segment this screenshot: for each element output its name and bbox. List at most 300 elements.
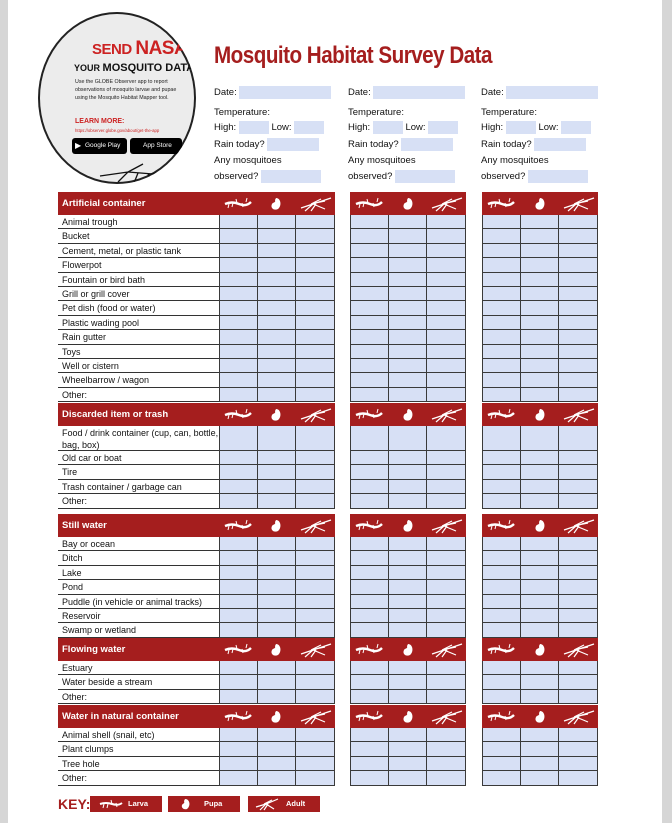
observation-cell[interactable] (350, 595, 389, 609)
observation-cell[interactable] (389, 465, 428, 479)
observation-cell[interactable] (521, 244, 560, 258)
observation-cell[interactable] (389, 480, 428, 494)
observation-cell[interactable] (350, 757, 389, 771)
observation-cell[interactable] (559, 480, 598, 494)
observation-cell[interactable] (427, 426, 466, 451)
observation-cell[interactable] (296, 258, 335, 272)
observation-cell[interactable] (521, 359, 560, 373)
observation-cell[interactable] (482, 609, 521, 623)
observation-cell[interactable] (258, 451, 297, 465)
observation-cell[interactable] (482, 757, 521, 771)
observation-cell[interactable] (219, 742, 258, 756)
observation-cell[interactable] (296, 426, 335, 451)
observation-cell[interactable] (296, 215, 335, 229)
observation-cell[interactable] (219, 551, 258, 565)
observation-cell[interactable] (389, 537, 428, 551)
observation-cell[interactable] (559, 675, 598, 689)
observation-cell[interactable] (482, 330, 521, 344)
observation-cell[interactable] (350, 373, 389, 387)
observation-cell[interactable] (389, 244, 428, 258)
observation-cell[interactable] (427, 359, 466, 373)
observation-cell[interactable] (521, 623, 560, 637)
observation-cell[interactable] (389, 609, 428, 623)
observation-cell[interactable] (296, 661, 335, 675)
observation-cell[interactable] (258, 757, 297, 771)
observation-cell[interactable] (296, 359, 335, 373)
observation-cell[interactable] (219, 771, 258, 785)
observation-cell[interactable] (350, 426, 389, 451)
observation-cell[interactable] (482, 661, 521, 675)
observation-cell[interactable] (521, 742, 560, 756)
observation-cell[interactable] (482, 373, 521, 387)
observation-cell[interactable] (482, 480, 521, 494)
observation-cell[interactable] (559, 728, 598, 742)
observation-cell[interactable] (219, 675, 258, 689)
observation-cell[interactable] (389, 345, 428, 359)
observation-cell[interactable] (427, 465, 466, 479)
observation-cell[interactable] (219, 426, 258, 451)
observation-cell[interactable] (482, 675, 521, 689)
observation-cell[interactable] (389, 623, 428, 637)
observation-cell[interactable] (296, 480, 335, 494)
observation-cell[interactable] (559, 258, 598, 272)
observation-cell[interactable] (296, 345, 335, 359)
observation-cell[interactable] (350, 728, 389, 742)
observation-cell[interactable] (482, 494, 521, 508)
input-field[interactable] (261, 170, 321, 183)
observation-cell[interactable] (296, 330, 335, 344)
observation-cell[interactable] (258, 690, 297, 704)
observation-cell[interactable] (427, 258, 466, 272)
observation-cell[interactable] (219, 244, 258, 258)
observation-cell[interactable] (219, 287, 258, 301)
observation-cell[interactable] (427, 661, 466, 675)
observation-cell[interactable] (521, 330, 560, 344)
observation-cell[interactable] (559, 566, 598, 580)
observation-cell[interactable] (559, 330, 598, 344)
observation-cell[interactable] (389, 301, 428, 315)
observation-cell[interactable] (219, 301, 258, 315)
observation-cell[interactable] (258, 258, 297, 272)
observation-cell[interactable] (219, 330, 258, 344)
observation-cell[interactable] (389, 330, 428, 344)
observation-cell[interactable] (350, 465, 389, 479)
observation-cell[interactable] (521, 661, 560, 675)
observation-cell[interactable] (389, 451, 428, 465)
observation-cell[interactable] (258, 742, 297, 756)
input-field[interactable] (373, 121, 403, 134)
observation-cell[interactable] (350, 661, 389, 675)
observation-cell[interactable] (258, 316, 297, 330)
observation-cell[interactable] (559, 609, 598, 623)
observation-cell[interactable] (427, 609, 466, 623)
observation-cell[interactable] (219, 345, 258, 359)
observation-cell[interactable] (521, 480, 560, 494)
observation-cell[interactable] (521, 301, 560, 315)
observation-cell[interactable] (350, 345, 389, 359)
observation-cell[interactable] (350, 537, 389, 551)
observation-cell[interactable] (296, 551, 335, 565)
observation-cell[interactable] (559, 345, 598, 359)
observation-cell[interactable] (482, 258, 521, 272)
observation-cell[interactable] (559, 229, 598, 243)
observation-cell[interactable] (482, 316, 521, 330)
observation-cell[interactable] (219, 609, 258, 623)
observation-cell[interactable] (482, 451, 521, 465)
observation-cell[interactable] (559, 301, 598, 315)
observation-cell[interactable] (521, 551, 560, 565)
observation-cell[interactable] (559, 742, 598, 756)
observation-cell[interactable] (521, 771, 560, 785)
observation-cell[interactable] (258, 580, 297, 594)
observation-cell[interactable] (559, 661, 598, 675)
observation-cell[interactable] (258, 330, 297, 344)
badge-url[interactable]: https://observer.globe.gov/about/get-the-app (75, 128, 160, 133)
observation-cell[interactable] (350, 273, 389, 287)
observation-cell[interactable] (219, 537, 258, 551)
observation-cell[interactable] (350, 742, 389, 756)
observation-cell[interactable] (258, 675, 297, 689)
observation-cell[interactable] (219, 316, 258, 330)
observation-cell[interactable] (427, 316, 466, 330)
observation-cell[interactable] (296, 229, 335, 243)
google-play-button[interactable]: ▶ Google Play (72, 138, 127, 154)
observation-cell[interactable] (482, 273, 521, 287)
observation-cell[interactable] (559, 465, 598, 479)
observation-cell[interactable] (350, 287, 389, 301)
observation-cell[interactable] (389, 287, 428, 301)
observation-cell[interactable] (559, 551, 598, 565)
observation-cell[interactable] (482, 465, 521, 479)
observation-cell[interactable] (482, 537, 521, 551)
observation-cell[interactable] (559, 771, 598, 785)
observation-cell[interactable] (296, 537, 335, 551)
observation-cell[interactable] (482, 690, 521, 704)
observation-cell[interactable] (296, 301, 335, 315)
observation-cell[interactable] (559, 388, 598, 402)
observation-cell[interactable] (296, 316, 335, 330)
observation-cell[interactable] (350, 609, 389, 623)
observation-cell[interactable] (219, 690, 258, 704)
observation-cell[interactable] (559, 451, 598, 465)
observation-cell[interactable] (559, 316, 598, 330)
observation-cell[interactable] (521, 451, 560, 465)
observation-cell[interactable] (427, 580, 466, 594)
observation-cell[interactable] (350, 566, 389, 580)
observation-cell[interactable] (482, 623, 521, 637)
observation-cell[interactable] (350, 480, 389, 494)
observation-cell[interactable] (219, 388, 258, 402)
observation-cell[interactable] (350, 388, 389, 402)
observation-cell[interactable] (427, 480, 466, 494)
observation-cell[interactable] (559, 537, 598, 551)
observation-cell[interactable] (258, 373, 297, 387)
observation-cell[interactable] (389, 728, 428, 742)
observation-cell[interactable] (521, 675, 560, 689)
observation-cell[interactable] (219, 757, 258, 771)
observation-cell[interactable] (258, 771, 297, 785)
observation-cell[interactable] (258, 301, 297, 315)
observation-cell[interactable] (482, 229, 521, 243)
observation-cell[interactable] (427, 623, 466, 637)
observation-cell[interactable] (350, 244, 389, 258)
observation-cell[interactable] (521, 426, 560, 451)
observation-cell[interactable] (296, 373, 335, 387)
observation-cell[interactable] (482, 244, 521, 258)
observation-cell[interactable] (258, 661, 297, 675)
observation-cell[interactable] (427, 595, 466, 609)
observation-cell[interactable] (482, 566, 521, 580)
observation-cell[interactable] (559, 359, 598, 373)
observation-cell[interactable] (427, 330, 466, 344)
observation-cell[interactable] (258, 566, 297, 580)
observation-cell[interactable] (559, 494, 598, 508)
observation-cell[interactable] (219, 595, 258, 609)
observation-cell[interactable] (258, 388, 297, 402)
observation-cell[interactable] (389, 215, 428, 229)
observation-cell[interactable] (389, 551, 428, 565)
observation-cell[interactable] (521, 287, 560, 301)
observation-cell[interactable] (219, 623, 258, 637)
observation-cell[interactable] (482, 359, 521, 373)
observation-cell[interactable] (350, 494, 389, 508)
input-field[interactable] (506, 121, 536, 134)
observation-cell[interactable] (427, 551, 466, 565)
observation-cell[interactable] (219, 273, 258, 287)
observation-cell[interactable] (296, 244, 335, 258)
observation-cell[interactable] (219, 566, 258, 580)
observation-cell[interactable] (296, 690, 335, 704)
observation-cell[interactable] (482, 771, 521, 785)
input-field[interactable] (401, 138, 453, 151)
observation-cell[interactable] (258, 728, 297, 742)
observation-cell[interactable] (389, 273, 428, 287)
observation-cell[interactable] (427, 287, 466, 301)
observation-cell[interactable] (296, 465, 335, 479)
observation-cell[interactable] (559, 244, 598, 258)
observation-cell[interactable] (296, 742, 335, 756)
observation-cell[interactable] (559, 623, 598, 637)
observation-cell[interactable] (389, 316, 428, 330)
observation-cell[interactable] (559, 273, 598, 287)
observation-cell[interactable] (389, 661, 428, 675)
observation-cell[interactable] (389, 359, 428, 373)
observation-cell[interactable] (296, 451, 335, 465)
observation-cell[interactable] (427, 229, 466, 243)
observation-cell[interactable] (521, 465, 560, 479)
observation-cell[interactable] (427, 273, 466, 287)
observation-cell[interactable] (427, 215, 466, 229)
observation-cell[interactable] (219, 580, 258, 594)
observation-cell[interactable] (219, 229, 258, 243)
observation-cell[interactable] (521, 345, 560, 359)
observation-cell[interactable] (258, 623, 297, 637)
observation-cell[interactable] (219, 258, 258, 272)
observation-cell[interactable] (350, 551, 389, 565)
observation-cell[interactable] (219, 373, 258, 387)
observation-cell[interactable] (521, 373, 560, 387)
observation-cell[interactable] (350, 330, 389, 344)
observation-cell[interactable] (258, 359, 297, 373)
observation-cell[interactable] (521, 757, 560, 771)
observation-cell[interactable] (427, 537, 466, 551)
observation-cell[interactable] (219, 728, 258, 742)
observation-cell[interactable] (258, 287, 297, 301)
observation-cell[interactable] (296, 494, 335, 508)
input-field[interactable] (294, 121, 324, 134)
observation-cell[interactable] (521, 728, 560, 742)
observation-cell[interactable] (258, 551, 297, 565)
observation-cell[interactable] (219, 494, 258, 508)
observation-cell[interactable] (258, 465, 297, 479)
observation-cell[interactable] (350, 215, 389, 229)
observation-cell[interactable] (427, 690, 466, 704)
observation-cell[interactable] (296, 675, 335, 689)
observation-cell[interactable] (389, 566, 428, 580)
observation-cell[interactable] (559, 690, 598, 704)
observation-cell[interactable] (521, 258, 560, 272)
input-field[interactable] (428, 121, 458, 134)
observation-cell[interactable] (389, 675, 428, 689)
input-field[interactable] (506, 86, 598, 99)
observation-cell[interactable] (296, 287, 335, 301)
observation-cell[interactable] (350, 359, 389, 373)
observation-cell[interactable] (258, 244, 297, 258)
observation-cell[interactable] (258, 480, 297, 494)
observation-cell[interactable] (296, 757, 335, 771)
observation-cell[interactable] (521, 595, 560, 609)
observation-cell[interactable] (258, 595, 297, 609)
observation-cell[interactable] (389, 690, 428, 704)
input-field[interactable] (528, 170, 588, 183)
observation-cell[interactable] (219, 451, 258, 465)
observation-cell[interactable] (258, 426, 297, 451)
observation-cell[interactable] (296, 728, 335, 742)
observation-cell[interactable] (427, 566, 466, 580)
observation-cell[interactable] (350, 690, 389, 704)
input-field[interactable] (267, 138, 319, 151)
observation-cell[interactable] (427, 494, 466, 508)
input-field[interactable] (373, 86, 465, 99)
observation-cell[interactable] (521, 690, 560, 704)
observation-cell[interactable] (350, 771, 389, 785)
observation-cell[interactable] (521, 229, 560, 243)
observation-cell[interactable] (258, 345, 297, 359)
observation-cell[interactable] (521, 273, 560, 287)
observation-cell[interactable] (219, 215, 258, 229)
observation-cell[interactable] (559, 215, 598, 229)
observation-cell[interactable] (258, 537, 297, 551)
observation-cell[interactable] (559, 373, 598, 387)
observation-cell[interactable] (350, 229, 389, 243)
observation-cell[interactable] (427, 675, 466, 689)
observation-cell[interactable] (559, 287, 598, 301)
observation-cell[interactable] (482, 301, 521, 315)
input-field[interactable] (561, 121, 591, 134)
observation-cell[interactable] (559, 426, 598, 451)
observation-cell[interactable] (521, 388, 560, 402)
observation-cell[interactable] (219, 661, 258, 675)
input-field[interactable] (239, 86, 331, 99)
observation-cell[interactable] (296, 566, 335, 580)
observation-cell[interactable] (296, 388, 335, 402)
observation-cell[interactable] (389, 373, 428, 387)
observation-cell[interactable] (389, 494, 428, 508)
observation-cell[interactable] (482, 388, 521, 402)
observation-cell[interactable] (389, 595, 428, 609)
observation-cell[interactable] (350, 451, 389, 465)
observation-cell[interactable] (350, 623, 389, 637)
observation-cell[interactable] (219, 465, 258, 479)
observation-cell[interactable] (427, 388, 466, 402)
observation-cell[interactable] (427, 742, 466, 756)
observation-cell[interactable] (427, 771, 466, 785)
observation-cell[interactable] (482, 215, 521, 229)
observation-cell[interactable] (521, 316, 560, 330)
input-field[interactable] (239, 121, 269, 134)
observation-cell[interactable] (219, 480, 258, 494)
observation-cell[interactable] (482, 551, 521, 565)
observation-cell[interactable] (219, 359, 258, 373)
observation-cell[interactable] (427, 244, 466, 258)
observation-cell[interactable] (482, 287, 521, 301)
observation-cell[interactable] (482, 742, 521, 756)
observation-cell[interactable] (389, 742, 428, 756)
observation-cell[interactable] (350, 301, 389, 315)
observation-cell[interactable] (296, 771, 335, 785)
observation-cell[interactable] (482, 728, 521, 742)
observation-cell[interactable] (296, 580, 335, 594)
app-store-button[interactable]: App Store (130, 138, 182, 154)
observation-cell[interactable] (427, 345, 466, 359)
observation-cell[interactable] (350, 258, 389, 272)
observation-cell[interactable] (258, 273, 297, 287)
observation-cell[interactable] (350, 580, 389, 594)
observation-cell[interactable] (389, 258, 428, 272)
observation-cell[interactable] (258, 609, 297, 623)
observation-cell[interactable] (521, 566, 560, 580)
input-field[interactable] (395, 170, 455, 183)
observation-cell[interactable] (389, 426, 428, 451)
observation-cell[interactable] (559, 595, 598, 609)
observation-cell[interactable] (258, 215, 297, 229)
observation-cell[interactable] (521, 537, 560, 551)
input-field[interactable] (534, 138, 586, 151)
observation-cell[interactable] (427, 757, 466, 771)
observation-cell[interactable] (296, 273, 335, 287)
observation-cell[interactable] (427, 728, 466, 742)
observation-cell[interactable] (427, 373, 466, 387)
observation-cell[interactable] (482, 426, 521, 451)
observation-cell[interactable] (389, 229, 428, 243)
observation-cell[interactable] (427, 301, 466, 315)
observation-cell[interactable] (350, 675, 389, 689)
observation-cell[interactable] (482, 345, 521, 359)
observation-cell[interactable] (258, 229, 297, 243)
observation-cell[interactable] (296, 595, 335, 609)
observation-cell[interactable] (350, 316, 389, 330)
observation-cell[interactable] (521, 494, 560, 508)
observation-cell[interactable] (296, 623, 335, 637)
observation-cell[interactable] (296, 609, 335, 623)
observation-cell[interactable] (482, 595, 521, 609)
observation-cell[interactable] (389, 388, 428, 402)
observation-cell[interactable] (258, 494, 297, 508)
observation-cell[interactable] (389, 771, 428, 785)
observation-cell[interactable] (389, 757, 428, 771)
observation-cell[interactable] (427, 451, 466, 465)
observation-cell[interactable] (521, 609, 560, 623)
